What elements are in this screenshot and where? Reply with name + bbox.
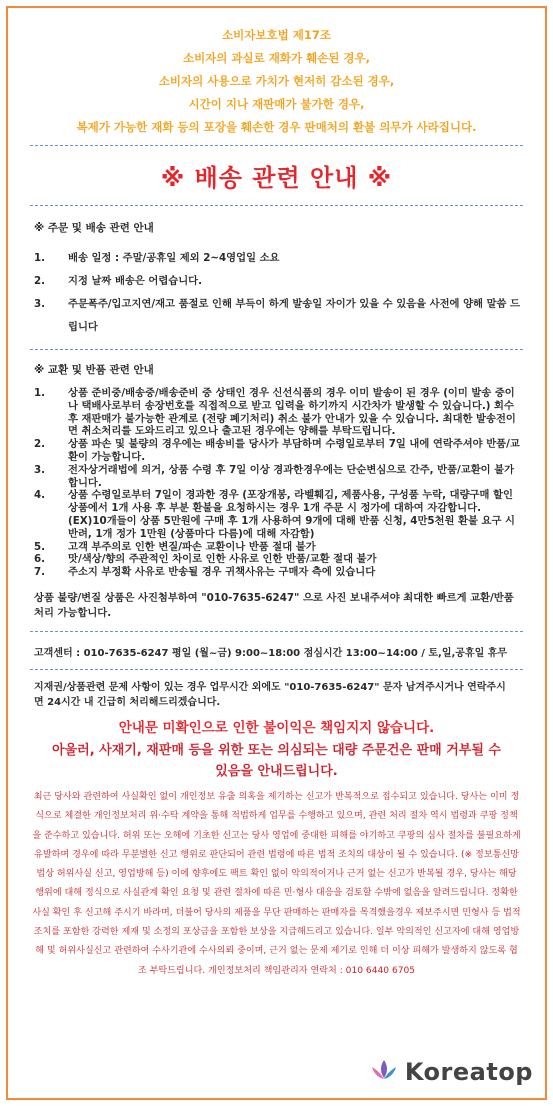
law-line: 소비자의 사용으로 가치가 현저히 감소된 경우,	[158, 74, 395, 88]
divider	[30, 205, 523, 206]
customer-center: 고객센터 : 010-7635-6247 평일 (월~금) 9:00~18:00 점심시간 13:00~14:00 / 토,일,공휴일 휴무	[34, 647, 508, 659]
law-line: 소비자보호법 제17조	[222, 28, 331, 42]
list-item: 3. 전자상거래법에 의거, 상품 수령 후 7일 이상 경과한경우에는 단순변심으로 간주, 반품/교환이 불가합니다.	[34, 463, 515, 489]
order-section-heading: ※ 주문 및 배송 관련 안내	[34, 222, 154, 234]
list-item: 2. 상품 파손 및 불량의 경우에는 배송비를 당사가 부담하며 수령일로부터 7일 내에 연락주셔야 반품/교환이 가능합니다.	[34, 438, 520, 463]
law-line: 소비자의 과실로 재화가 훼손된 경우,	[182, 51, 371, 65]
list-item: 1. 배송 일정 : 주말/공휴일 제외 2~4영업일 소요	[34, 252, 280, 264]
list-item: 1. 상품 준비중/배송중/배송준비 중 상태인 경우 신선식품의 경우 이미 발송이 된 경우 (이미 발송 중이나 택배사로부터 송장번호를 직접적으로 받고 입력을 하기까지 시간차가 발생할 수 있습니다.) 회수 후 재판매가 불가능한 관계로 (전량 폐기처리) 취소 불가 안내가 있을 수 있습니다. 최대한 발송전이면 취소처리를 도와드리고 있으나 출고된 경우에는 양해를 부탁드립니다.	[34, 387, 516, 438]
disclaimer-heading: 안내문 미확인으로 인한 불이익은 책임지지 않습니다.	[118, 719, 435, 736]
law-line: 시간이 지나 재판매가 불가한 경우,	[188, 97, 365, 111]
photo-note: 상품 불량/변질 상품은 사진첨부하여 "010-7635-6247" 으로 사진 보내주셔야 최대한 빠르게 교환/반품 처리 가능합니다.	[34, 591, 514, 619]
list-item: 2. 지정 날짜 배송은 어렵습니다.	[34, 275, 203, 287]
exchange-section-heading: ※ 교환 및 반품 관련 안내	[34, 364, 154, 376]
ip-note: 지재권/상품관련 문제 사항이 있는 경우 업무시간 외에도 "010-7635-6247" 문자 남겨주시거나 연락주시면 24시간 내 긴급히 처리해드리겠습니다.	[34, 681, 506, 708]
list-item: 5. 고객 부주의로 인한 변질/파손 교환이나 반품 절대 불가	[34, 540, 316, 553]
consumer-law-block	[8, 24, 545, 139]
exchange-list	[8, 387, 545, 579]
divider	[30, 631, 523, 632]
brand-logo	[369, 1058, 533, 1086]
report-notice: 최근 당사와 관련하여 사실확인 없이 개인정보 유출 의혹을 제기하는 신고가 반복적으로 접수되고 있습니다. 당사는 이미 정식으로 체결한 개인정보처리 위·수탁 계약을 통해 적법하게 업무를 수행하고 있으며, 관련 처리 절차 역시 법령과 쿠팡 정책을 준수하고 있습니다. 허위 또는 오해에 기초한 신고는 당사 영업에 중대한 피해를 야기하고 쿠팡의 심사 절차를 불필요하게 유발하며 경우에 따라 무분별한 신고 행위로 판단되어 관련 법령에 따른 법적 조치의 대상이 될 수 있습니다. (※ 정보통신망법상 허위사실 신고, 영업방해 등) 이에 향후에도 팩트 확인 없이 악의적이거나 근거 없는 신고가 반복될 경우, 당사는 해당 행위에 대해 정식으로 사실관계 확인 요청 및 관련 절차에 따른 민·형사 대응을 검토할 수밖에 없음을 알려드립니다. 정확한 사실 확인 후 신고해 주시기 바라며, 더불어 당사의 제품을 무단 판매하는 판매자를 목격했을경우 제보주시면 민형사 등 법적조치를 포함한 강력한 제재 및 소정의 포상금을 포함한 보상을 지급해드리고 있습니다. 일부 악의적인 신고자에 대해 영업방해 및 허위사실신고 관련하여 수사기관에 수사의뢰 중이며, 근거 없는 문제 제기로 인해 더 이상 피해가 발생하지 않도록 협조 부탁드립니다. 개인정보처리 책임관리자 연락처 : 010 6440 6705	[32, 791, 521, 976]
bulk-order-notice: 아울러, 사재기, 재판매 등을 위한 또는 의심되는 대량 주문건은 판매 거부될 수 있음을 안내드립니다.	[52, 742, 501, 779]
page-title: ※ 배송 관련 안내 ※	[160, 164, 393, 192]
divider	[30, 145, 523, 146]
logo-text: Koreatop	[404, 1058, 533, 1086]
divider	[30, 669, 523, 670]
list-item: 6. 맛/색상/향의 주관적인 차이로 인한 사유로 인한 반품/교환 절대 불가	[34, 553, 377, 566]
law-line: 복제가 가능한 재화 등의 포장을 훼손한 경우 판매처의 환불 의무가 사라집니다.	[76, 120, 477, 134]
notice-frame	[6, 6, 547, 1100]
list-item: 3. 주문폭주/입고지연/재고 품절로 인해 부득이 하게 발송일 자이가 있을 수 있음을 사전에 양해 말씀 드립니다	[34, 298, 520, 333]
order-list	[8, 247, 545, 339]
lotus-icon	[369, 1058, 399, 1086]
list-item: 7. 주소지 부정확 사유로 반송될 경우 귀책사유는 구매자 측에 있습니다	[34, 566, 376, 579]
list-item: 4. 상품 수령일로부터 7일이 경과한 경우 (포장개봉, 라벨훼김, 제품사용, 구성품 누락, 대량구매 할인상품에서 1개 사용 후 부분 환불을 요청하시는 경우 1개 주문 시 정가에 대하여 자감합니다. (EX)10개들이 상품 5만원에 구매 후 1개 사용하여 9개에 대해 반품 신청, 4만5천원 환불 요구 시 반려, 1개 정가 1만원 (상품마다 다름)에 대해 자감함)	[34, 489, 515, 540]
divider	[30, 349, 523, 350]
